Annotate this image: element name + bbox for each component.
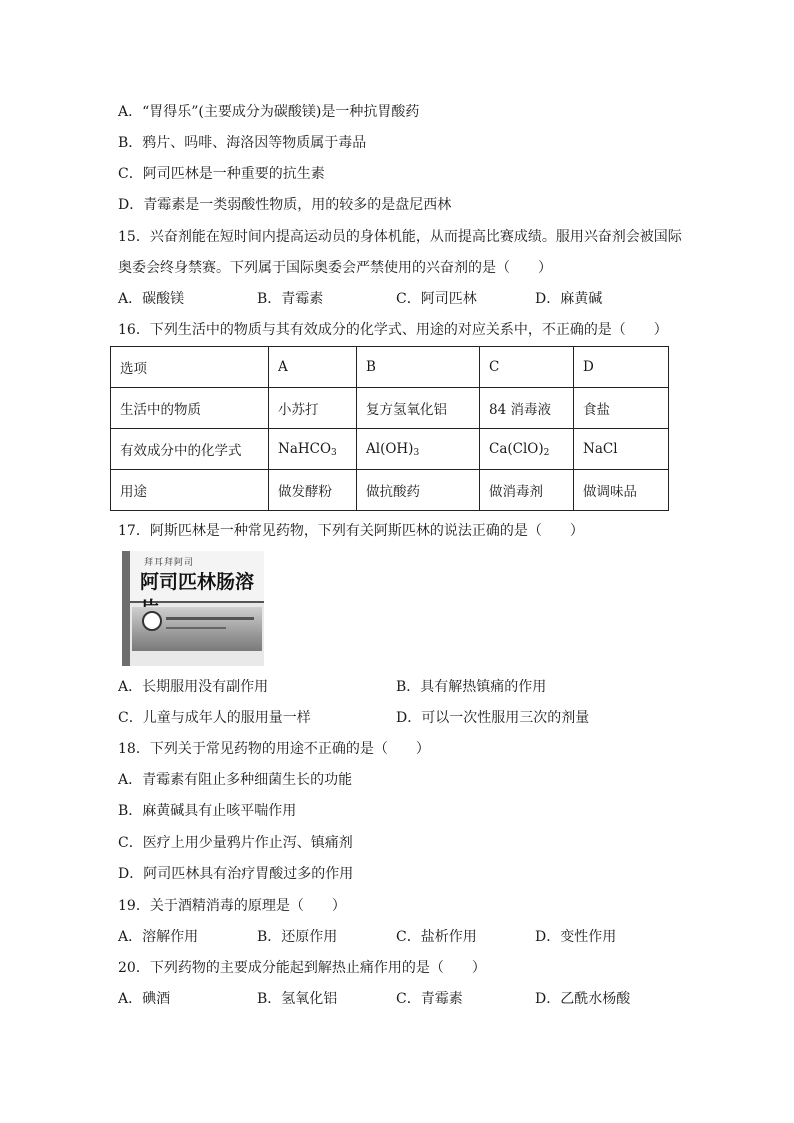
box-brand-text: 拜耳拜阿司: [144, 558, 195, 568]
q20-option-a: A．碘酒: [118, 991, 171, 1007]
box-side-shadow: [122, 551, 130, 666]
table-cell: 复方氢氧化铝: [357, 388, 480, 429]
q17-option-c: C．儿童与成年人的服用量一样: [118, 710, 311, 726]
table-cell: A: [269, 347, 357, 388]
q14-option-d: D．青霉素是一类弱酸性物质，用的较多的是盘尼西林: [118, 197, 452, 213]
q17-option-b: B．具有解热镇痛的作用: [396, 679, 547, 695]
q16-stem: 16．下列生活中的物质与其有效成分的化学式、用途的对应关系中，不正确的是（ ）: [118, 322, 668, 338]
box-stripe: [166, 617, 254, 620]
q15-stem-line2: 奥委会终身禁赛。下列属于国际奥委会严禁使用的兴奋剂的是（ ）: [118, 260, 552, 276]
table-cell: 做抗酸药: [357, 470, 480, 511]
q15-option-c: C．阿司匹林: [396, 291, 477, 307]
q14-option-a: A．“胃得乐”(主要成分为碳酸镁)是一种抗胃酸药: [118, 104, 420, 120]
q17-stem: 17．阿斯匹林是一种常见药物，下列有关阿斯匹林的说法正确的是（ ）: [118, 523, 584, 539]
table-cell: 食盐: [574, 388, 669, 429]
table-cell: B: [357, 347, 480, 388]
formula-cell-b: [357, 429, 480, 470]
q15-stem-line1: 15．兴奋剂能在短时间内提高运动员的身体机能，从而提高比赛成绩。服用兴奋剂会被国际: [118, 229, 682, 245]
table-cell: 做发酵粉: [269, 470, 357, 511]
table-cell: 做消毒剂: [480, 470, 574, 511]
q15-option-a: A．碳酸镁: [118, 291, 185, 307]
box-stripe: [166, 627, 226, 629]
q19-option-d: D．变性作用: [535, 929, 617, 945]
formula-text: Al(OH): [366, 440, 414, 457]
table-row-formula: [111, 429, 669, 470]
q17-option-a: A．长期服用没有副作用: [118, 679, 269, 695]
formula-subscript: 3: [331, 447, 337, 458]
q19-stem: 19．关于酒精消毒的原理是（ ）: [118, 898, 346, 914]
q20-option-d: D．乙酰水杨酸: [535, 991, 631, 1007]
table-cell: 选项: [111, 347, 269, 388]
q14-option-b: B．鸦片、吗啡、海洛因等物质属于毒品: [118, 135, 367, 151]
q20-option-c: C．青霉素: [396, 991, 463, 1007]
q20-stem: 20．下列药物的主要成分能起到解热止痛作用的是（ ）: [118, 960, 486, 976]
q18-option-d: D．阿司匹林具有治疗胃酸过多的作用: [118, 866, 354, 882]
q20-option-b: B．氢氧化铝: [257, 991, 338, 1007]
q18-option-c: C．医疗上用少量鸦片作止泻、镇痛剂: [118, 835, 353, 851]
q17-option-d: D．可以一次性服用三次的剂量: [396, 710, 590, 726]
formula-cell-c: [480, 429, 574, 470]
q15-option-b: B．青霉素: [257, 291, 324, 307]
formula-cell-d: [574, 429, 669, 470]
q16-table: [110, 346, 669, 511]
q18-option-a: A．青霉素有阻止多种细菌生长的功能: [118, 772, 353, 788]
table-cell: 有效成分中的化学式: [111, 429, 269, 470]
q15-option-d: D．麻黄碱: [535, 291, 603, 307]
table-row-use: [111, 470, 669, 511]
table-cell: 84 消毒液: [480, 388, 574, 429]
q14-option-c: C．阿司匹林是一种重要的抗生素: [118, 166, 325, 182]
q19-option-b: B．还原作用: [257, 929, 338, 945]
aspirin-box-image: [122, 551, 264, 666]
table-cell: 做调味品: [574, 470, 669, 511]
table-cell: 小苏打: [269, 388, 357, 429]
table-cell: 用途: [111, 470, 269, 511]
table-cell: D: [574, 347, 669, 388]
box-product-name: 阿司匹林肠溶: [140, 571, 255, 593]
formula-subscript: 3: [413, 447, 420, 458]
formula-subscript: 2: [543, 447, 550, 458]
formula-text: NaHCO: [278, 440, 332, 457]
q18-stem: 18．下列关于常见药物的用途不正确的是（ ）: [118, 741, 430, 757]
table-cell: 生活中的物质: [111, 388, 269, 429]
table-row-substance: [111, 388, 669, 429]
q18-option-b: B．麻黄碱具有止咳平喘作用: [118, 803, 297, 819]
q19-option-c: C．盐析作用: [396, 929, 477, 945]
bayer-logo-icon: [142, 611, 162, 631]
q19-option-a: A．溶解作用: [118, 929, 199, 945]
formula-text: NaCl: [583, 441, 618, 457]
formula-text: Ca(ClO): [489, 440, 544, 457]
table-cell: C: [480, 347, 574, 388]
table-row-option: [111, 347, 669, 388]
formula-cell-a: [269, 429, 357, 470]
